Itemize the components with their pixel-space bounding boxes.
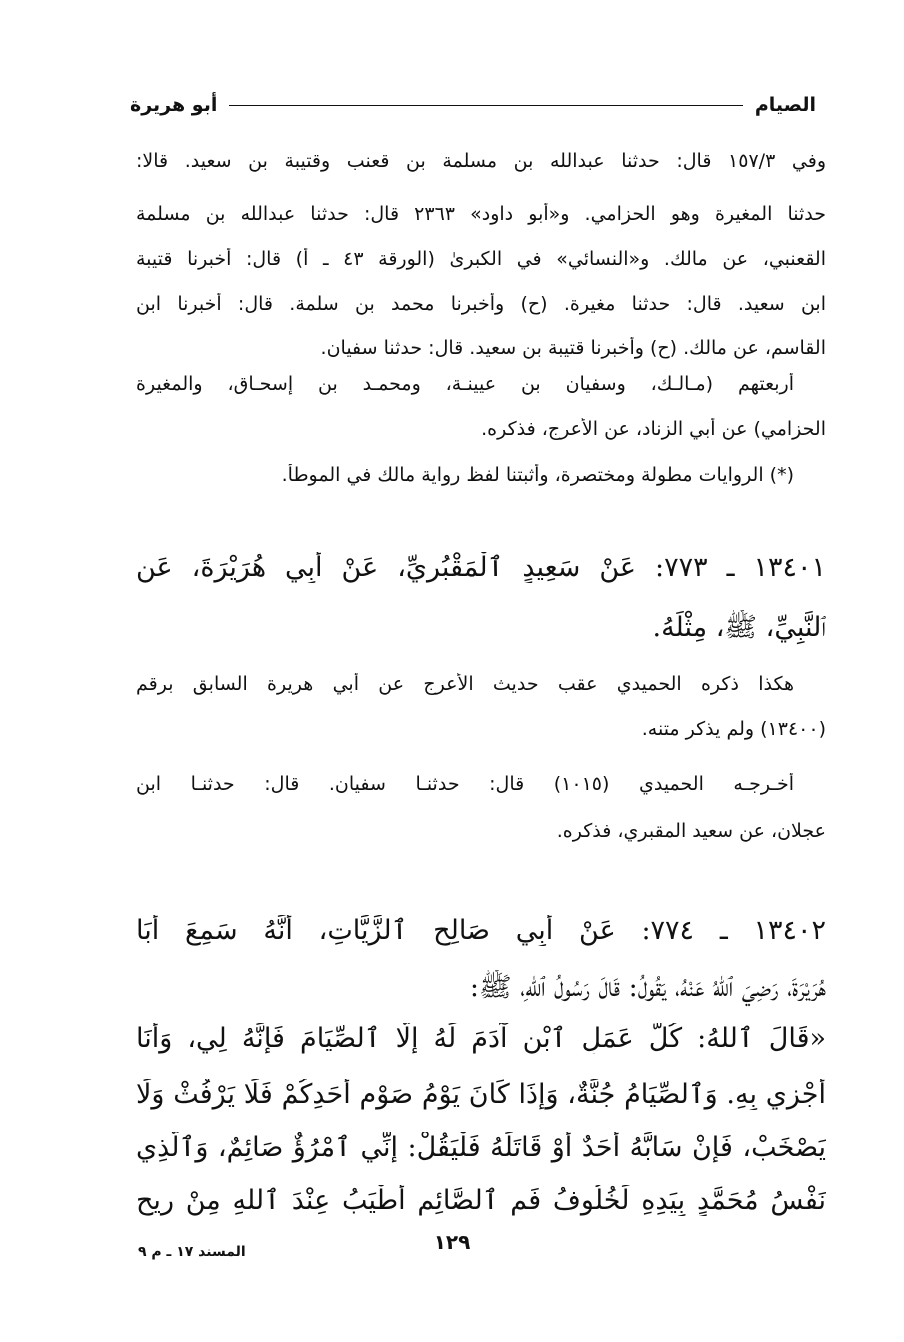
commentary-line: أربعتهم (مـالـك، وسفيان بن عيينـة، ومحمـد بن إسحـاق، والمغيرة — [136, 373, 794, 395]
hadith-line: ١٣٤٠٢ ـ ٧٧٤: عَنْ أَبِي صَالِحٍ ٱلزَّيَّاتِ، أَنَّهُ سَمِعَ أَبَا — [136, 915, 826, 946]
commentary-line: (١٣٤٠٠) ولم يذكر متنه. — [641, 718, 826, 740]
header-rule — [229, 105, 742, 106]
hadith-line: ٱلنَّبِيِّ، ﷺ، مِثْلَهُ. — [652, 612, 826, 643]
hadith-line: أَجْزِي بِهِ. وَٱلصِّيَامُ جُنَّةٌ، وَإِذَا كَانَ يَوْمُ صَوْمِ أَحَدِكُمْ فَلَا يَرْفُثْ وَلَا — [136, 1079, 826, 1110]
commentary-line: الحزامي) عن أبي الزناد، عن الأعرج، فذكره. — [481, 418, 826, 440]
signature-mark: المسند ١٧ ـ م ٩ — [138, 1244, 246, 1260]
hadith-line: هُرَيْرَةَ، رَضِيَ ٱللهُ عَنْهُ، يَقُولُ: قَالَ رَسُولُ ٱللهِ، ﷺ: — [469, 972, 826, 1003]
commentary-line: القعنبي، عن مالك. و«النسائي» في الكبرىٰ (الورقة ٤٣ ـ أ) قال: أخبرنا قتيبة — [136, 248, 826, 270]
section-title: أبو هريرة — [130, 94, 218, 116]
commentary-line: ابن سعيد. قال: حدثنا مغيرة. (ح) وأخبرنا محمد بن سلمة. قال: أخبرنا ابن — [136, 293, 826, 315]
page-number: ١٢٩ — [433, 1230, 471, 1254]
commentary-line: أخـرجـه الحميدي (١٠١٥) قال: حدثنـا سفيان. قال: حدثنـا ابن — [136, 773, 794, 795]
commentary-line: وفي ١٥٧/٣ قال: حدثنا عبدالله بن مسلمة بن قعنب وقتيبة بن سعيد. قالا: — [136, 150, 826, 172]
commentary-line: حدثنا المغيرة وهو الحزامي. و«أبو داود» ٢٣٦٣ قال: حدثنا عبدالله بن مسلمة — [136, 203, 826, 225]
hadith-line: «قَالَ ٱللهُ: كُلُّ عَمَلِ ٱبْنِ آدَمَ لَهُ إِلَّا ٱلصِّيَامَ فَإِنَّهُ لِي، وَأَنَا — [136, 1023, 826, 1054]
commentary-line: القاسم، عن مالك. (ح) وأخبرنا قتيبة بن سعيد. قال: حدثنا سفيان. — [320, 337, 826, 359]
footnote-line: (*) الروايات مطولة ومختصرة، وأثبتنا لفظ رواية مالك في الموطأ. — [281, 464, 794, 486]
hadith-line: يَصْخَبْ، فَإِنْ سَابَّهُ أَحَدٌ أَوْ قَاتَلَهُ فَلْيَقُلْ: إِنِّي ٱمْرُؤٌ صَائِمٌ، وَٱلَّذِي — [136, 1132, 826, 1163]
hadith-line: ١٣٤٠١ ـ ٧٧٣: عَنْ سَعِيدٍ ٱلْمَقْبُرِيِّ، عَنْ أَبِي هُرَيْرَةَ، عَنِ — [136, 552, 826, 583]
chapter-title: الصيام — [754, 94, 816, 116]
commentary-line: عجلان، عن سعيد المقبري، فذكره. — [556, 820, 826, 842]
running-header — [130, 88, 816, 122]
commentary-line: هكذا ذكره الحميدي عقب حديث الأعرج عن أبي هريرة السابق برقم — [136, 673, 794, 695]
hadith-line: نَفْسُ مُحَمَّدٍ بِيَدِهِ لَخُلُوفُ فَمِ ٱلصَّائِمِ أَطْيَبُ عِنْدَ ٱللهِ مِنْ رِيحِ — [136, 1185, 826, 1216]
